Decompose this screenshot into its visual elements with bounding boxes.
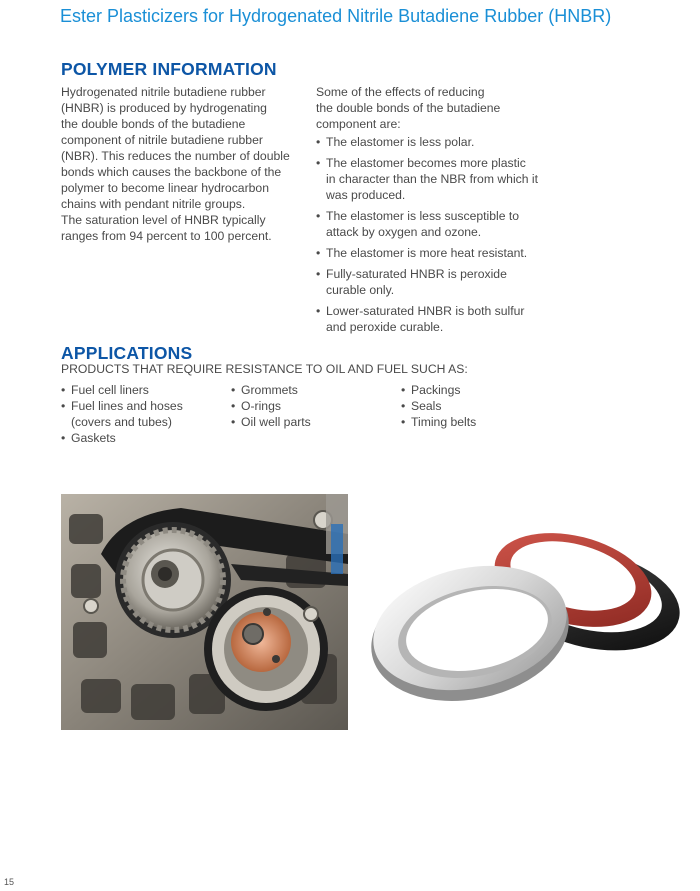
text-line: • O-rings — [241, 399, 281, 413]
polymer-information-heading: POLYMER INFORMATION — [61, 59, 277, 79]
text-line: chains with pendant nitrile groups. — [61, 197, 246, 211]
application-item — [231, 382, 391, 398]
polymer-description — [61, 84, 311, 244]
text-line: component are: — [316, 117, 401, 131]
application-item — [231, 414, 391, 430]
applications-subheading: PRODUCTS THAT REQUIRE RESISTANCE TO OIL AND FUEL SUCH AS: — [61, 362, 468, 376]
text-line: • Fuel lines and hoses — [71, 399, 183, 413]
text-line: • The elastomer is more heat resistant. — [326, 246, 528, 260]
text-line: • Fuel cell liners — [71, 383, 149, 397]
engine-timing-belt-photo — [61, 494, 348, 730]
text-line: • Lower-saturated HNBR is both sulfur — [326, 304, 525, 318]
text-line: bonds which causes the backbone of the — [61, 165, 282, 179]
text-line: in character than the NBR from which it — [326, 172, 539, 186]
text-line: ranges from 94 percent to 100 percent. — [61, 229, 272, 243]
application-item — [61, 382, 221, 398]
text-line: attack by oxygen and ozone. — [326, 225, 482, 239]
effect-item — [316, 208, 566, 240]
text-line: • Seals — [411, 399, 442, 413]
text-line: component of nitrile butadiene rubber — [61, 133, 263, 147]
text-line: curable only. — [326, 283, 395, 297]
text-line: Hydrogenated nitrile butadiene rubber — [61, 85, 266, 99]
text-line: and peroxide curable. — [326, 320, 444, 334]
effects-list — [316, 134, 566, 340]
effect-item — [316, 245, 566, 261]
text-line: • The elastomer is less polar. — [326, 135, 475, 149]
application-item — [401, 414, 561, 430]
text-line: (NBR). This reduces the number of double — [61, 149, 290, 163]
applications-heading: APPLICATIONS — [61, 343, 193, 363]
text-line: • Fully-saturated HNBR is peroxide — [326, 267, 507, 281]
effect-item — [316, 134, 566, 150]
application-item — [61, 398, 221, 430]
text-line: • Gaskets — [71, 431, 116, 445]
effect-item — [316, 155, 566, 203]
text-line: • Oil well parts — [241, 415, 311, 429]
text-line: • The elastomer becomes more plastic — [326, 156, 526, 170]
application-item — [401, 398, 561, 414]
text-line: • Packings — [411, 383, 461, 397]
text-line: • The elastomer is less susceptible to — [326, 209, 520, 223]
application-item — [401, 382, 561, 398]
text-line: (HNBR) is produced by hydrogenating — [61, 101, 267, 115]
text-line: The saturation level of HNBR typically — [61, 213, 266, 227]
page-number: 15 — [4, 877, 15, 887]
text-line: • Grommets — [241, 383, 298, 397]
applications-column-2 — [231, 382, 391, 430]
text-line: was produced. — [326, 188, 406, 202]
effect-item — [316, 303, 566, 335]
application-item — [231, 398, 391, 414]
effect-item — [316, 266, 566, 298]
text-line: polymer to become linear hydrocarbon — [61, 181, 269, 195]
page-title: Ester Plasticizers for Hydrogenated Nitrile Butadiene Rubber (HNBR) — [60, 6, 612, 26]
applications-column-3 — [401, 382, 561, 430]
effects-intro — [316, 84, 556, 132]
text-line: • Timing belts — [411, 415, 477, 429]
applications-column-1 — [61, 382, 221, 446]
text-line: Some of the effects of reducing — [316, 85, 485, 99]
text-line: the double bonds of the butadiene — [61, 117, 246, 131]
application-item — [61, 430, 221, 446]
rubber-seals-photo — [365, 520, 685, 710]
text-line: the double bonds of the butadiene — [316, 101, 501, 115]
text-line: (covers and tubes) — [71, 415, 172, 429]
